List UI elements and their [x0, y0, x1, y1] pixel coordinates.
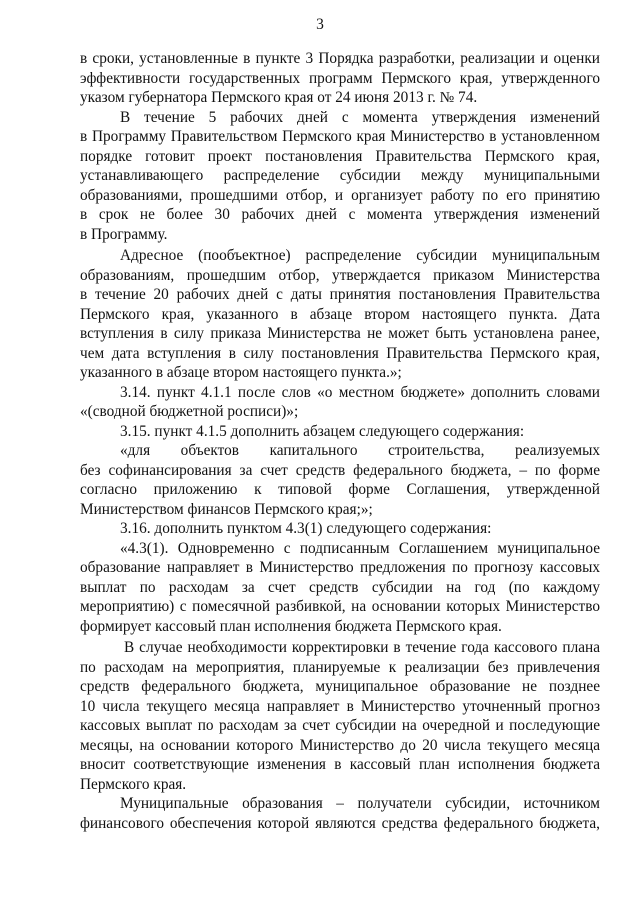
text-line: в течение 20 рабочих дней с даты принятия постановления Правительства: [80, 286, 600, 303]
text-line: средств федерального бюджета, муниципальное образование не позднее: [80, 678, 600, 695]
paragraph: [80, 519, 600, 539]
text-line: в сроки, установленные в пункте 3 Порядка разработки, реализации и оценки: [80, 50, 600, 67]
text-line: Адресное (пообъектное) распределение субсидии муниципальным: [120, 247, 600, 264]
paragraph: [80, 383, 600, 422]
text-line: выплат по расходам за счет средств субсидии на год (по каждому: [80, 578, 600, 596]
paragraph: [80, 246, 600, 383]
paragraph: [80, 49, 600, 108]
text-line: согласно приложению к типовой форме Соглашения, утвержденной: [80, 481, 600, 498]
text-line: кассовых выплат по расходам за счет субсидии на очередной и последующие: [80, 717, 600, 734]
text-line: указанного в абзаце втором настоящего пункта.»;: [80, 364, 402, 381]
text-line: В течение 5 рабочих дней с момента утверждения изменений: [120, 108, 600, 126]
paragraph: [80, 539, 600, 637]
document-body: [80, 49, 600, 833]
paragraph: [80, 108, 600, 245]
text-line: порядке готовит проект постановления Правительства Пермского края,: [80, 147, 600, 165]
text-line: 3.16. дополнить пунктом 4.3(1) следующего содержания:: [120, 520, 492, 537]
paragraph: [80, 638, 600, 794]
text-line: образование направляет в Министерство предложения по прогнозу кассовых: [80, 559, 600, 576]
text-line: по расходам на мероприятия, планируемые к реализации без привлечения: [80, 658, 600, 676]
text-line: без софинансирования за счет средств федерального бюджета, – по форме: [80, 461, 600, 479]
text-line: в Программу Правительством Пермского края Министерство в установленном: [80, 128, 600, 145]
text-line: вносит соответствующие изменения в кассовый план исполнения бюджета: [80, 756, 600, 773]
text-line: Пермского края, указанного в абзаце втором настоящего пункта. Дата: [80, 305, 600, 323]
text-line: в Программу.: [80, 225, 168, 243]
paragraph: [80, 422, 600, 442]
text-line: мероприятию) с помесячной разбивкой, на основании которых Министерство: [80, 598, 600, 615]
paragraph: [80, 794, 600, 833]
text-line: вступления в силу приказа Министерства не может быть установлена ранее,: [80, 325, 600, 342]
text-line: образованиями, прошедшими отбор, и организует работу по его принятию: [80, 186, 600, 204]
text-line: «для объектов капитального строительства, реализуемых: [120, 442, 600, 459]
text-line: формирует кассовый план исполнения бюджета Пермского края.: [80, 617, 502, 635]
text-line: «(сводной бюджетной росписи)»;: [80, 403, 299, 420]
text-line: 3.14. пункт 4.1.1 после слов «о местном бюджете» дополнить словами: [120, 383, 600, 401]
text-line: месяцы, на основании которого Министерство до 20 числа текущего месяца: [80, 736, 600, 754]
page-number: 3: [316, 16, 324, 33]
text-line: устанавливающего распределение субсидии между муниципальными: [80, 167, 600, 184]
text-line: чем дата вступления в силу постановления Правительства Пермского края,: [80, 344, 600, 362]
text-line: Министерством финансов Пермского края;»;: [80, 500, 373, 518]
text-line: указом губернатора Пермского края от 24 июня 2013 г. № 74.: [80, 89, 478, 106]
text-line: образованиям, прошедшим отбор, утверждается приказом Министерства: [80, 266, 600, 284]
text-line: «4.3(1). Одновременно с подписанным Соглашением муниципальное: [120, 539, 600, 557]
text-line: финансового обеспечения которой являются средства федерального бюджета,: [80, 814, 600, 832]
text-line: в срок не более 30 рабочих дней с момента утверждения изменений: [80, 206, 600, 223]
text-line: Пермского края.: [80, 775, 187, 793]
paragraph: [80, 441, 600, 519]
text-line: 3.15. пункт 4.1.5 дополнить абзацем следующего содержания:: [120, 422, 525, 440]
text-line: эффективности государственных программ Пермского края, утвержденного: [80, 69, 600, 87]
text-line: Муниципальные образования – получатели субсидии, источником: [120, 795, 600, 812]
text-line: 10 числа текущего месяца направляет в Министерство уточненный прогноз: [80, 697, 600, 715]
text-line: В случае необходимости корректировки в течение года кассового плана: [124, 639, 600, 656]
